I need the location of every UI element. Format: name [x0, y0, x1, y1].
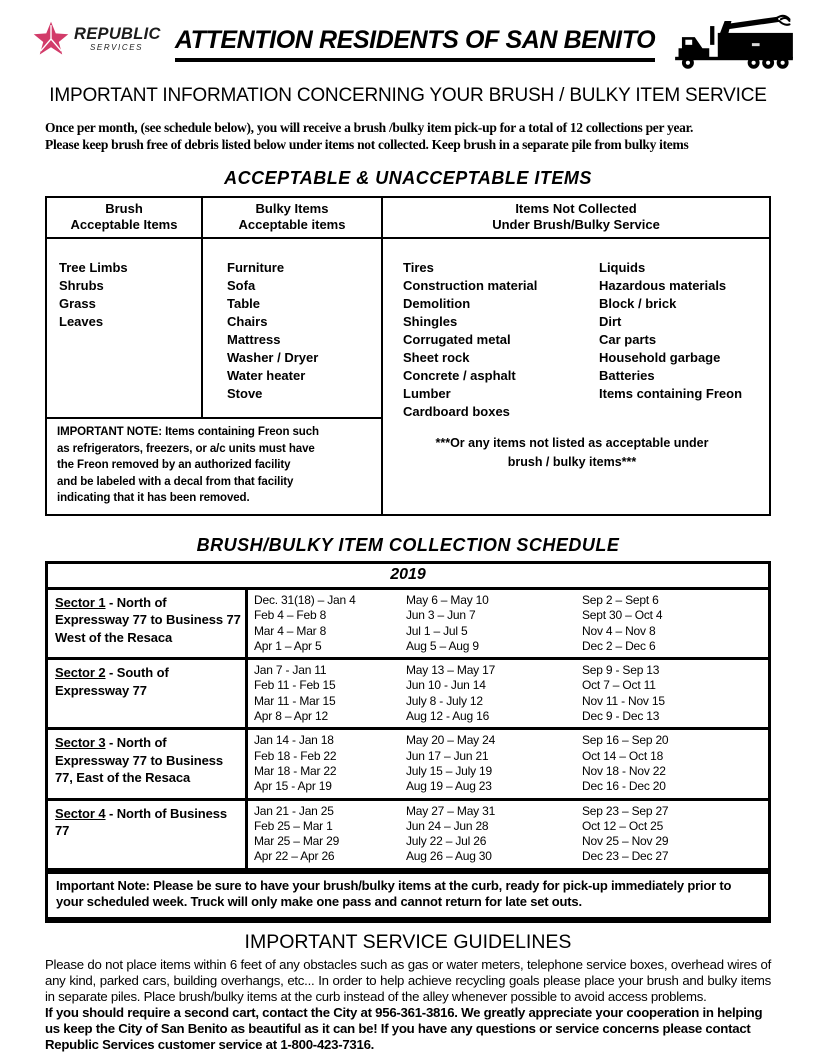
sector-name: Sector 4 — [55, 805, 106, 821]
not-collected-header-line-2: Under Brush/Bulky Service — [492, 217, 660, 232]
sector-dates-col3 — [576, 660, 768, 727]
schedule-table — [45, 561, 771, 923]
date-range: Sep 23 – Sep 27 — [582, 803, 669, 818]
sector-description: - South of Expressway 77 — [55, 665, 169, 698]
schedule-heading: BRUSH/BULKY ITEM COLLECTION SCHEDULE — [196, 534, 620, 555]
schedule-note: Important Note: Please be sure to have your brush/bulky items at the curb, ready for pick-up immediately prior to your scheduled week. Truck will only make one pass and cannot return for late set outs. — [48, 871, 768, 917]
date-range: July 15 – July 19 — [406, 763, 492, 778]
sector-label — [48, 660, 248, 727]
date-range: Feb 25 – Mar 1 — [254, 818, 333, 833]
brush-items-list — [47, 239, 203, 417]
not-collected-item: Tires — [403, 260, 434, 275]
sector-name: Sector 2 — [55, 665, 106, 681]
bulky-items-list — [203, 239, 383, 417]
brush-column-header — [47, 198, 203, 239]
star-icon — [32, 20, 70, 58]
bulky-item: Stove — [227, 386, 263, 401]
date-range: Jun 10 - Jun 14 — [406, 678, 486, 693]
not-collected-cell — [383, 239, 769, 514]
date-range: Nov 18 - Nov 22 — [582, 763, 666, 778]
brush-item: Shrubs — [59, 278, 104, 293]
bulky-column-header — [203, 198, 383, 239]
schedule-year: 2019 — [48, 564, 768, 590]
date-range: Dec 16 - Dec 20 — [582, 779, 666, 794]
date-range: Jun 3 – Jun 7 — [406, 608, 476, 623]
date-range: Jun 24 – Jun 28 — [406, 818, 489, 833]
sector-row-3 — [48, 730, 768, 800]
bulky-header-line-1: Bulky Items — [255, 201, 329, 216]
sector-dates-col1 — [248, 801, 400, 868]
not-collected-item: Concrete / asphalt — [403, 368, 516, 383]
freon-note-line: the Freon removed by an authorized facility — [57, 459, 291, 472]
not-collected-list-right — [599, 259, 769, 421]
date-range: Aug 19 – Aug 23 — [406, 779, 492, 794]
not-collected-item: Block / brick — [599, 296, 677, 311]
date-range: Apr 22 – Apr 26 — [254, 849, 335, 864]
sector-dates-col2 — [400, 730, 576, 797]
date-range: Sep 9 - Sep 13 — [582, 663, 660, 678]
date-range: Nov 11 - Nov 15 — [582, 693, 665, 708]
logo-text — [74, 26, 161, 53]
brush-item: Grass — [59, 296, 96, 311]
date-range: May 27 – May 31 — [406, 803, 496, 818]
sector-row-1 — [48, 590, 768, 660]
page-title: ATTENTION RESIDENTS OF SAN BENITO — [175, 26, 655, 62]
guidelines-paragraph-2: If you should require a second cart, contact the City at 956-361-3816. We greatly appreciate your cooperation in helping us keep the City of San Benito as beautiful as it can be! If you have any questions or service concerns please contact Republic Services customer service at 1-800-423-7316. — [45, 1004, 763, 1052]
sector-description: - North of Business 77 — [55, 805, 228, 839]
not-collected-item: Batteries — [599, 368, 655, 383]
not-collected-lists — [403, 259, 769, 421]
not-collected-item: Sheet rock — [403, 350, 470, 365]
date-range: Oct 12 – Oct 25 — [582, 818, 664, 833]
not-collected-header-line-1: Items Not Collected — [515, 201, 637, 216]
date-range: Dec 23 – Dec 27 — [582, 849, 669, 864]
brush-item: Tree Limbs — [59, 260, 128, 275]
sector-label — [48, 730, 248, 797]
sector-label — [48, 801, 248, 868]
bulky-item: Water heater — [227, 368, 306, 383]
freon-note — [47, 417, 383, 514]
sector-dates-col2 — [400, 590, 576, 657]
acceptable-items-table — [45, 196, 771, 516]
sector-dates-col2 — [400, 801, 576, 868]
date-range: Dec. 31(18) – Jan 4 — [254, 592, 356, 607]
sector-description: - North of Expressway 77 to Business 77 West of the Resaca — [55, 594, 241, 645]
date-range: Sep 2 – Sept 6 — [582, 592, 659, 607]
date-range: Jun 17 – Jun 21 — [406, 748, 489, 763]
not-collected-item: Cardboard boxes — [403, 404, 510, 419]
sector-dates-col1 — [248, 660, 400, 727]
bulky-item: Sofa — [227, 278, 256, 293]
not-collected-item: Liquids — [599, 260, 646, 275]
grapple-truck-icon — [670, 14, 798, 74]
date-range: Aug 12 - Aug 16 — [406, 709, 490, 724]
sector-dates-col3 — [576, 590, 768, 657]
date-range: Nov 4 – Nov 8 — [582, 623, 656, 638]
date-range: Oct 7 – Oct 11 — [582, 678, 656, 693]
date-range: Jan 7 - Jan 11 — [254, 663, 327, 678]
not-collected-item: Hazardous materials — [599, 278, 727, 293]
sector-dates-col1 — [248, 730, 400, 797]
date-range: Sep 16 – Sep 20 — [582, 733, 669, 748]
date-range: Mar 4 – Mar 8 — [254, 623, 327, 638]
date-range: Mar 18 - Mar 22 — [254, 763, 337, 778]
freon-note-line: and be labeled with a decal from that facility — [57, 475, 294, 488]
header — [32, 12, 800, 79]
sector-label — [48, 590, 248, 657]
acceptable-items-heading: ACCEPTABLE & UNACCEPTABLE ITEMS — [224, 168, 592, 188]
date-range: Apr 1 – Apr 5 — [254, 638, 322, 653]
bulky-header-line-2: Acceptable items — [238, 217, 346, 232]
sector-name: Sector 3 — [55, 735, 106, 751]
catch-all-note-line-2: brush / bulky items*** — [507, 455, 637, 469]
bulky-item: Washer / Dryer — [227, 350, 319, 365]
not-collected-item: Construction material — [403, 278, 538, 293]
freon-note-line: as refrigerators, freezers, or a/c units must have — [57, 442, 315, 455]
not-collected-item: Corrugated metal — [403, 332, 511, 347]
bulky-item: Furniture — [227, 260, 285, 275]
sector-dates-col2 — [400, 660, 576, 727]
date-range: Feb 11 - Feb 15 — [254, 678, 336, 693]
intro-paragraph — [45, 120, 771, 153]
not-collected-list-left — [403, 259, 599, 421]
subtitle: IMPORTANT INFORMATION CONCERNING YOUR BRUSH / BULKY ITEM SERVICE — [49, 85, 767, 106]
sector-row-4 — [48, 801, 768, 871]
truck-image — [670, 12, 800, 79]
freon-note-line: IMPORTANT NOTE: Items containing Freon such — [57, 426, 319, 438]
sector-name: Sector 1 — [55, 594, 106, 610]
date-range: Mar 11 - Mar 15 — [254, 693, 336, 708]
date-range: Apr 15 - Apr 19 — [254, 779, 332, 794]
date-range: Dec 9 - Dec 13 — [582, 709, 660, 724]
not-collected-item: Shingles — [403, 314, 458, 329]
bulky-item: Chairs — [227, 314, 268, 329]
date-range: Apr 8 – Apr 12 — [254, 709, 328, 724]
date-range: Jul 1 – Jul 5 — [406, 623, 468, 638]
republic-services-logo — [32, 12, 160, 58]
not-collected-item: Car parts — [599, 332, 657, 347]
bulky-item: Mattress — [227, 332, 281, 347]
brush-item: Leaves — [59, 314, 104, 329]
date-range: Jan 14 - Jan 18 — [254, 733, 334, 748]
not-collected-item: Household garbage — [599, 350, 721, 365]
intro-line-1: Once per month, (see schedule below), you will receive a brush /bulky item pick-up for a total of 12 collections per year. — [45, 120, 694, 135]
not-collected-item: Demolition — [403, 296, 471, 311]
date-range: Aug 26 – Aug 30 — [406, 849, 492, 864]
catch-all-note — [403, 434, 769, 472]
logo-brand-text: REPUBLIC — [74, 24, 161, 43]
sector-dates-col1 — [248, 590, 400, 657]
date-range: Oct 14 – Oct 18 — [582, 748, 664, 763]
catch-all-note-line-1: ***Or any items not listed as acceptable under — [435, 436, 709, 450]
guidelines-paragraph-1: Please do not place items within 6 feet of any obstacles such as gas or water meters, telephone service boxes, overhead wires of any kind, parked cars, building overhangs, etc... In order to help achieve recycling goals please place your brush and bulky items in separate piles. Place brush/bulky items at the curb instead of the alley whenever possible to avoid access problems. — [45, 956, 771, 1004]
date-range: May 13 – May 17 — [406, 663, 496, 678]
sector-dates-col3 — [576, 730, 768, 797]
intro-line-2: Please keep brush free of debris listed below under items not collected. Keep brush in a separate pile from bulky items — [45, 136, 689, 152]
not-collected-column-header — [383, 198, 769, 239]
not-collected-item: Dirt — [599, 314, 622, 329]
brush-header-line-2: Acceptable Items — [70, 217, 178, 232]
date-range: Aug 5 – Aug 9 — [406, 638, 479, 653]
sector-row-2 — [48, 660, 768, 730]
date-range: Feb 4 – Feb 8 — [254, 608, 327, 623]
sector-dates-col3 — [576, 801, 768, 868]
date-range: Sept 30 – Oct 4 — [582, 608, 663, 623]
date-range: Feb 18 - Feb 22 — [254, 748, 337, 763]
date-range: Jan 21 - Jan 25 — [254, 803, 334, 818]
logo-services-text: SERVICES — [90, 43, 144, 53]
date-range: May 6 – May 10 — [406, 592, 489, 607]
date-range: May 20 – May 24 — [406, 733, 496, 748]
date-range: Mar 25 – Mar 29 — [254, 834, 340, 849]
title-area — [160, 12, 670, 62]
bulky-item: Table — [227, 296, 260, 311]
freon-note-line: indicating that it has been removed. — [57, 492, 250, 505]
date-range: Dec 2 – Dec 6 — [582, 638, 656, 653]
brush-header-line-1: Brush — [105, 201, 143, 216]
date-range: July 8 - July 12 — [406, 693, 483, 708]
date-range: July 22 – Jul 26 — [406, 834, 487, 849]
guidelines-heading: IMPORTANT SERVICE GUIDELINES — [244, 930, 572, 953]
sector-description: - North of Expressway 77 to Business 77, East of the Resaca — [55, 735, 224, 786]
date-range: Nov 25 – Nov 29 — [582, 834, 669, 849]
not-collected-item: Lumber — [403, 386, 451, 401]
not-collected-item: Items containing Freon — [599, 386, 743, 401]
